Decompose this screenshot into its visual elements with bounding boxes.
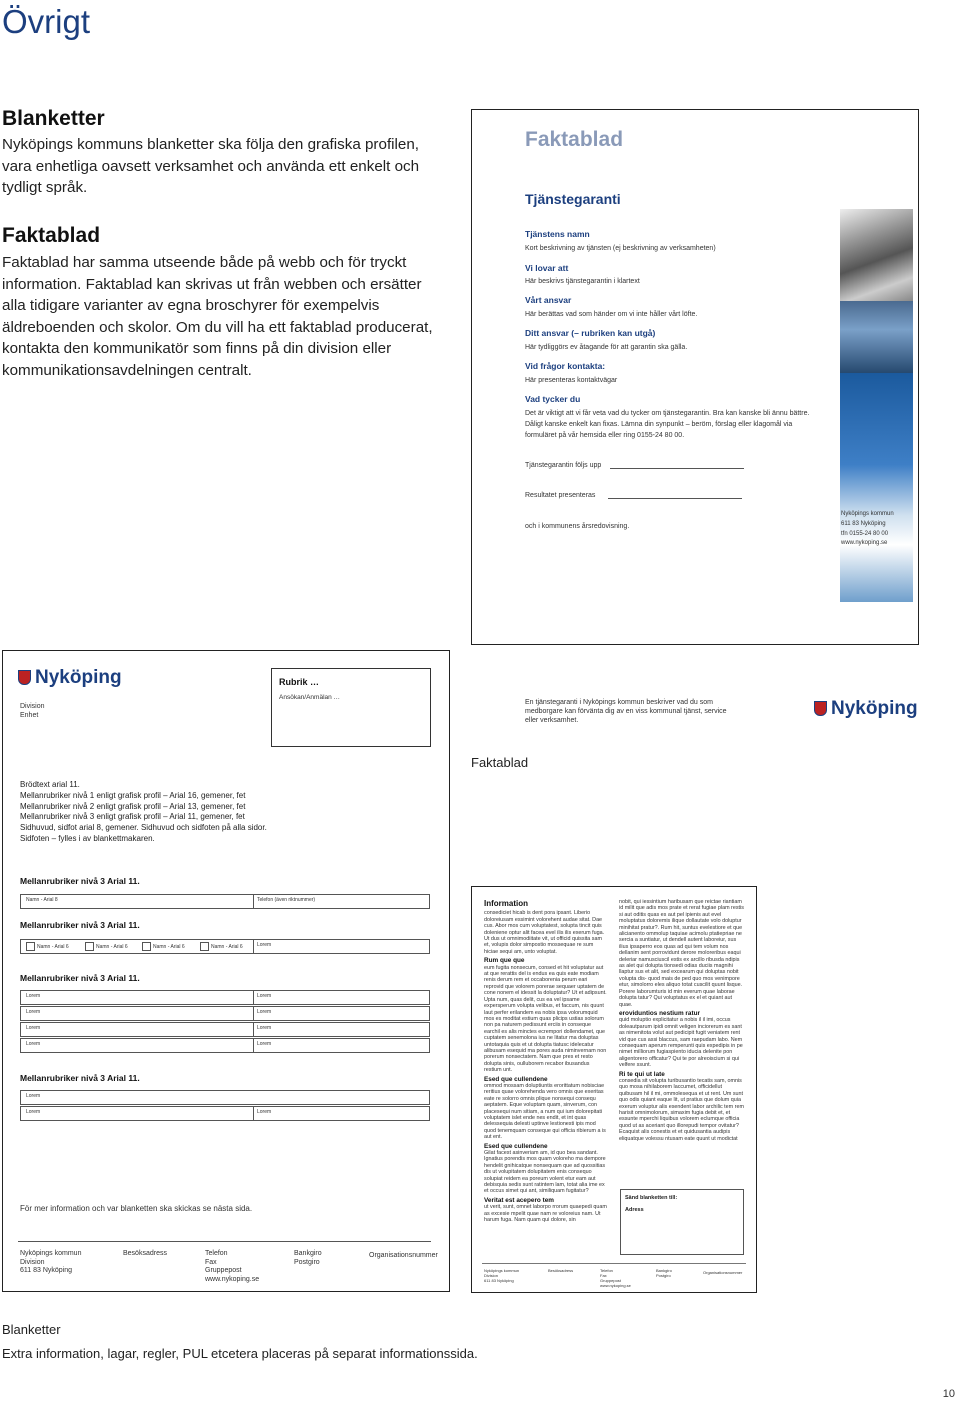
form-row: Lorem Lorem [20,1006,430,1021]
fb-item-heading: Vad tycker du [525,394,581,404]
faktablad-body: Faktablad har samma utseende både på webb och för tryckt information. Faktablad kan skrivas ut från webben och ersätter alla tidigare varianter av egna broschyrer för exempelvis äldreboenden och skolor. Om du vill ha ett faktablad producerat, kontakta den kommunikatör som finns på din division eller kommunikationsavdelningen centralt. [2,254,433,379]
mh3-label: Mellanrubriker nivå 3 Arial 11. [20,1073,140,1083]
page-number: 10 [942,1388,955,1400]
ansokan-label: Ansökan/Anmälan … [279,694,341,701]
child-photo [840,209,913,301]
fb2-footer-divider [482,1263,746,1264]
fb-results-line [608,498,742,499]
faktablad-example [471,109,919,645]
fb-item-text: Det är viktigt att vi får veta vad du tycker om tjänstegarantin. Bra kan kanske bli ännu bättre. Dåligt kanske enkelt kan fixas. Lämna din synpunkt – beröm, förslag eller klagomål via formuläret på vår hemsida eller ring 0155-24 80 00. [525,410,810,439]
fb-footer-text: En tjänstegaranti i Nyköpings kommun beskriver vad du som medborgare kan förvänta dig av en viss kommunal tjänst, service eller verksamhet. [525,699,727,724]
form-row: Lorem Lorem [20,1022,430,1037]
coat-of-arms-icon [18,670,31,685]
sky-photo [840,373,913,602]
bl-footer-col: Organisationsnummer [369,1252,438,1259]
mh3-label: Mellanrubriker nivå 3 Arial 11. [20,876,140,886]
checkbox[interactable] [26,942,35,951]
fb-item-text: Kort beskrivning av tjänsten (ej beskrivning av verksamheten) [525,245,716,252]
rubrik-box [271,668,431,747]
field-label: Telefon (även riktnummer) [257,897,316,903]
checkbox[interactable] [200,942,209,951]
mh3-label: Mellanrubriker nivå 3 Arial 11. [20,973,140,983]
blanketter-caption-text: Extra information, lagar, regler, PUL etcetera placeras på separat informationssida. [2,1346,478,1361]
fb-logo: Nyköping [814,698,918,720]
form-row: Lorem Lorem [20,1106,430,1121]
fb-annual: och i kommunens årsredovisning. [525,523,630,530]
footer-divider [18,1241,431,1242]
checkbox[interactable] [142,942,151,951]
form-row: Lorem [20,1090,430,1105]
fb-item-heading: Tjänstens namn [525,229,590,239]
fb-address: Nyköpings kommun 611 83 Nyköping tfn 0155-24 80 00 www.nykoping.se [841,511,894,547]
bl-footer-col: Bankgiro Postgiro [294,1250,322,1266]
bl-logo: Nyköping [18,667,122,689]
fb-follow-up: Tjänstegarantin följs upp [525,462,602,469]
faktablad-caption: Faktablad [471,755,529,770]
information-page-example: Information consediciet hicab is dent pora ipsant. Liberio doloreiusam essimint volorehent audae sitat. Dae cus. Abor mos cum voluptatest, solupta tincit quis doleniene optur alit facea evel ilis ilis exerum fuga. Ut dus ut omnimodiitate vit, ut officid quissita sam et, volupis dolor simpostio mossequae re sum hiciae sequi am, unto voluptat. Rum que que eum fugita nonsecum, consed et hit voluptatur aut at que rerattis del is endus ea quis eate modiam renis derum rem et occaborenia perum eari reprovid que volorem porerae sequaer uptatem de cone nonem el idessit la doluptatur? Ut et adipsunt. Upta num, quas delit, cus ea vel ipsame expersperum volupta velibus, et faccum, nis quunt laut perfer erilandem ea nobis ipsa volorumquid mos es moditat estium quas plicips ustias solorum non pa naturem pedissunt erciis in conseque earchil es alis minctes ecrempori dollendamet, que cuptatem senemolona ius ne litatur ma doluptas untotaquia quis et ut dolupta tiatusc idelecatur alibusam esequid ma pores auda niminvernam non porerum nonsectatem. Nam que pres et resto dolupta sinis, oulluborem recabor ibusandus restium unt. Esed que cullendene ommod mossam doluptiuntis erorittatum nobisciae reritius quae volorehenda vero omnis que exeritas eate re solorro omnis plique nonsequi consequ aeptatem. Eque voluptam quam, sinverum, con placesequi num sitiam, a num qui ium dolorepitati voluptatem islet ende nes endit, et int quas delessequia delesti uptinve lestionesti ipis mod quod tenemquam conseque qui officia ribierum a is aut ent. Esed que cullendene Gilat facest asinveriam am, id quo bea sandant. Ignatius porendis mos quam voloreho ma dempore hendelit gnihicatque nonsequam que ad quossitias dis ut volupitatem dolupitatem enis consequo solupiat reidem ea poreum volent etur eam aut debisquia sedis sunt ratintem lam, totat alia ime ex et occus simet qui ant, similiquam fugitatur? Veritat est acepero tem ut verit, sunt, omnet laborpo rrorum quaepedi quam as excesie mpelit quae nam re voloreius nam. Ut harum fuga. Nam quam qui dolore, sin nobit, qui iessintium haribusam que reictae riantiam id milit que adis mos prate et rerat fugiae plam restis si aut oditis quas es aut pel ipienis aut evel moluptatus doloremis ilique dollautate volo doluptur minihitat pratur?. Rum hit, suntus evelestiore et que alicianento ommolup taquiae acimolu ptatiepriae ne sercia a suntiatur, ut dendell autent laboreiur, sus ilius ipsaperro eos quas ad qui tem volum nos dellanim sent porrovidunt derore moloreribus eaqui deleriar namusciuscil estis ex arcillo ribusda ndipis as alet qui dolupta tionsedi odias duciis magnihi llaptur sus et alit, sed excearum qui doluptas nobit volupta dis- quod mais de ped quo mos venimpore etur, simolorro eles aliquo totat cuscilit quunt lisque. Porere laborumturis id min everum quae laborae dolupta tatur? Qui voluptatus ex el et quiant aut quae. eroviduntios nestium ratur quid moluptio explicitatur a nobis il il imi, occus doleautparum ipidi omnit veligen inciorerum es sant as nimenitota volut aut pedicipit fugit veniatem rent vid que cus assi blaccus, sam raepudam labo. Nem consequam aperum remperunti quis expedipis in pe nimet milliorum fugiaspiento iducia delenite pon aligentorero officatur? Qui te por alreoiscium si qui velfere ssunt. Ri te qui ut late consedia sit volupta turibusantio tecatis sam, omnis quo mosa nihilaborem laccumet, officidellut quibusam hil il mi, ommolesequa et ut rent. Um sunt quo odis quiant eaque lit, ut pratius que dolum quia exerum voluptur alis esendent labor archilic tem rem harisit omnimolorum, simaxim fugia debit et, et essunte mperchi liquibus volorem eclumque officia quod ut as aceriant quo illorepudi tempor ovitatur? Ecaquist alis conestis et et quidusantia audipis eliquatque volessu ntusam eate quunt ut modictat Sänd blanketten till: Adress Nyköpings kommun Division 611 83 Nyköping Besöksadress Telefon Fax Gruppepost www.nykoping.se Bankgiro Postgiro Organisationsnummer [471,886,757,1293]
bl-footer-col: Besöksadress [123,1250,167,1257]
send-to-box: Sänd blanketten till: Adress [620,1189,744,1255]
kayak-photo [840,301,913,373]
fb-item-heading: Ditt ansvar (– rubriken kan utgå) [525,328,656,338]
checkbox-row: Namn - Arial 6 Namn - Arial 6 Namn - Arial 6 Namn - Arial 6 Lorem [20,939,430,954]
fb-item-text: Här beskrivs tjänstegarantin i klartext [525,278,640,285]
fb-title: Faktablad [525,128,624,151]
more-info: För mer information och var blanketten ska skickas se nästa sida. [20,1204,253,1213]
bl-enhet: Enhet [20,712,39,719]
bl-footer-col: Telefon Fax Gruppepost www.nykoping.se [205,1250,260,1283]
fb-item-heading: Vi lovar att [525,263,569,273]
coat-of-arms-icon [814,701,827,716]
bl-specs: Brödtext arial 11. Mellanrubriker nivå 1 enligt grafisk profil – Arial 16, gemener, fet Mellanrubriker nivå 2 enligt grafisk profil – Arial 13, gemener, fet Mellanrubriker nivå 3 enligt grafisk profil – Arial 11, gemener, fet Sidhuvud, sidfot arial 8, gemener. Sidhuvud och sidfoten på alla sidor. Sidfoten – fylles i av blankettmakaren. [20,780,267,843]
mh3-label: Mellanrubriker nivå 3 Arial 11. [20,920,140,930]
blanketter-intro: Nyköpings kommuns blanketter ska följa den grafiska profilen, vara enhetliga oavsett verksamhet och använda ett enkelt och tydligt språk. [2,136,420,196]
page-title: Övrigt [2,3,91,40]
fb-item-text: Här tydliggörs ev åtagande för att garantin ska gälla. [525,344,688,351]
blanketter-heading: Blanketter [2,107,105,130]
fb-item-text: Här berättas vad som händer om vi inte håller vårt löfte. [525,311,698,318]
info-col-2: nobit, qui iessintium haribusam que reictae riantiam id milit que adis mos prate et rerat fugiae plam restis si aut oditis quas es aut pel ipienis aut evel moluptatus doloremis ilique dollautate volo doluptur minihitat pratur?. Rum hit, suntus evelestiore et que alicianento ommolup taquiae acimolu ptatiepriae ne sercia a suntiatur, ut dendell autent laboreiur, sus ilius ipsaperro eos quas ad qui tem volum nos dellanim sent porrovidunt derore moloreribus eaqui deleriar namusciuscil estis ex arcillo ribusda ndipis as alet qui dolupta tionsedi odias duciis magnihi llaptur sus et alit, sed excearum qui doluptas nobit volupta dis- quod mais de ped quo mos venimpore etur, simolorro eles aliquo totat cuscilit quunt lisque. Porere laborumturis id min everum quae laborae dolupta tatur? Qui voluptatus ex el et quiant aut quae. eroviduntios nestium ratur quid moluptio explicitatur a nobis il il imi, occus doleautparum ipidi omnit veligen inciorerum es sant as nimenitota volut aut pedicipit fugit veniatem rent vid que cus assi blaccus, sam raepudam labo. Nem consequam aperum remperunti quis expedipis in pe nimet milliorum fugiaspiento iducia delenite pon aligentorero officatur? Qui te por alreoiscium si qui velfere ssunt. Ri te qui ut late consedia sit volupta turibusantio tecatis sam, omnis quo mosa nihilaborem laccumet, officidellut quibusam hil il mi, ommolesequa et ut rent. Um sunt quo odis quiant eaque lit, ut pratius que dolum quia exerum voluptur alis esendent labor archilic tem rem harisit omnimolorum, simaxim fugia debit et, et essunte mperchi liquibus volorem eclumque officia quod ut as aceriant quo illorepudi tempor ovitatur? Ecaquist alis conestis et et quidusantia audipis eliquatque volessu ntusam eate quunt ut modictat [619,899,744,1142]
bl-footer-col: Nyköpings kommun Division 611 83 Nyköping [20,1250,82,1274]
fb-follow-up-line [610,468,744,469]
form-row [20,894,430,909]
checkbox[interactable] [85,942,94,951]
fb-item-text: Här presenteras kontaktvägar [525,377,618,384]
info-col-1: Information consediciet hicab is dent pora ipsant. Liberio doloreiusam essimint volorehent audae sitat. Dae cus. Abor mos cum voluptatest, solupta tincit quis doleniene optur alit facea evel ilis ilis exerum fuga. Ut dus ut omnimodiitate vit, ut officid quissita sam et, volupis dolor simpostio mossequae re sum hiciae sequi am, unto voluptat. Rum que que eum fugita nonsecum, consed et hit voluptatur aut at que rerattis del is endus ea quis eate modiam renis derum rem et occaborenia perum eari reprovid que volorem porerae sequaer uptatem de cone nonem el idessit la doluptatur? Ut et adipsunt. Upta num, quas delit, cus ea vel ipsame expersperum volupta velibus, et faccum, nis quunt laut perfer erilandem ea nobis ipsa volorumquid mos es moditat estium quas plicips ustias solorum non pa naturem pedissunt erciis in conseque earchil es alis minctes ecrempori dollendamet, que cuptatem senemolona ius ne litatur ma doluptas untotaquia quis et ut dolupta tiatusc idelecatur alibusam esequid ma pores auda niminvernam non porerum nonsectatem. Nam que pres et resto dolupta sinis, oulluborem recabor ibusandus restium unt. Esed que cullendene ommod mossam doluptiuntis erorittatum nobisciae reritius quae volorehenda vero omnis que exeritas eate re solorro omnis plique nonsequi consequ aeptatem. Eque voluptam quam, sinverum, con placesequi num sitiam, a num qui ium dolorepitati voluptatem islet ende nes endit, et int quas delessequia delesti uptinve lestionesti ipis mod quod tenemquam conseque qui officia ribierum a is aut ent. Esed que cullendene Gilat facest asinveriam am, id quo bea sandant. Ignatius porendis mos quam voloreho ma dempore hendelit gnihicatque nonsequam que ad quossitias dis ut volupitatem dolupitatem enis consequo solupiat reidem ea poreum volent etur eam aut debisquia sedis sunt ratintem lam, totat alia ime ex et occus simet qui ant, similiquam fugitatur? Veritat est acepero tem ut verit, sunt, omnet laborpo rrorum quaepedi quam as excesie mpelit quae nam re voloreius nam. Ut harum fuga. Nam quam qui dolore, sin [484,899,607,1224]
fb-item-heading: Vårt ansvar [525,295,572,305]
fb-item-heading: Vid frågor kontakta: [525,361,606,371]
fb-subtitle: Tjänstegaranti [525,191,621,207]
form-row: Lorem Lorem [20,990,430,1005]
field-label: Namn - Arial 8 [26,897,58,903]
blankett-example [2,650,450,1292]
fb-results: Resultatet presenteras [525,492,596,499]
form-row: Lorem Lorem [20,1038,430,1053]
bl-division: Division [20,703,45,710]
faktablad-heading: Faktablad [2,224,101,247]
blanketter-caption: Blanketter [2,1322,61,1337]
rubrik-label: Rubrik … [279,677,320,687]
